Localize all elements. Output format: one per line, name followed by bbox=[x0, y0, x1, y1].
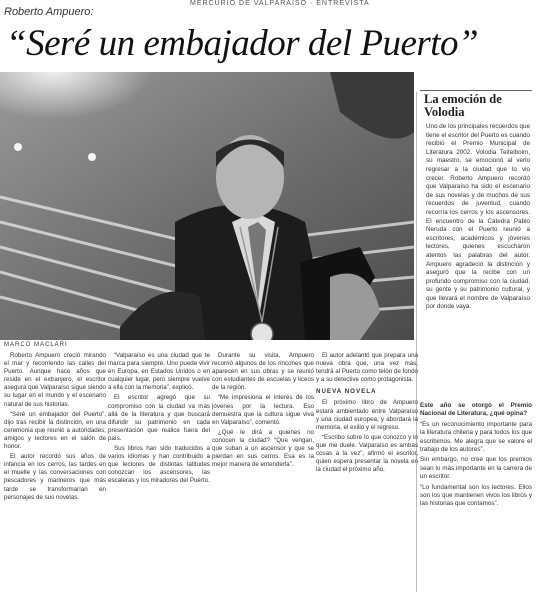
article-body bbox=[0, 352, 418, 600]
article-column-4 bbox=[316, 352, 418, 600]
paragraph: Sin embargo, no cree que los premios sean lo más importante en la carrera de un escritor. bbox=[420, 456, 532, 481]
photo-credit: MARCO MACLARI bbox=[4, 342, 68, 348]
article-column-3 bbox=[212, 352, 314, 600]
paragraph: Sus libros han sido traducidos a varios idiomas y han contribuido a que lectores de distintas latitudes conozcan los ascensores, las escaleras y los miradores del Puerto. bbox=[108, 445, 210, 485]
article-column-2 bbox=[108, 352, 210, 600]
paragraph: “Valparaíso es una ciudad que te marca para siempre. Uno puede vivir en Europa, en Estados Unidos o en cualquier lugar, pero siempre vuelve a ella con la memoria”, explicó. bbox=[108, 352, 210, 392]
article-headline: “Seré un embajador del Puerto” bbox=[6, 23, 479, 64]
portrait-photo-illustration bbox=[0, 72, 414, 340]
paragraph: “Lo fundamental son los lectores. Ellos son los que mantienen vivos los libros y las historias que contamos”. bbox=[420, 483, 532, 508]
paragraph: El autor adelantó que prepara una nueva obra que, una vez más, tendrá al Puerto como telón de fondo y a su detective como protagonista. bbox=[316, 352, 418, 384]
section-subhead: NUEVA NOVELA bbox=[316, 388, 377, 396]
sidebar-title: La emoción de Volodia bbox=[424, 92, 502, 119]
paragraph: El escritor agregó que su compromiso con la ciudad va más allá de la literatura y que buscará difundir su patrimonio en cada presentación que realice fuera del país. bbox=[108, 394, 210, 442]
paragraph: “Me impresiona el interés de los jóvenes por la lectura. Eso demuestra que la cultura sigue viva en Valparaíso”, comentó. bbox=[212, 394, 314, 426]
sidebar-text: Uno de los principales recuerdos que tiene el escritor del Puerto es cuando recibió el Premio Municipal de Literatura 2002. Volodia Teitelboim, su maestro, se emocionó al verlo regresar a la ciudad que lo vio crecer. Roberto Ampuero recordó que Valparaíso ha sido el escenario de sus novelas y de muchos de sus recuerdos de juventud, cuando recorría los cerros y los ascensores. El encuentro de la Cátedra Pablo Neruda con el Puerto reunió a escritores, académicos y jóvenes lectores, quienes escucharon atentos las palabras del autor. Ampuero agradeció la distinción y aseguró que la recibe con un profundo compromiso con la ciudad, su gente y su patrimonio cultural, y que llevará el nombre de Valparaíso por donde vaya. bbox=[426, 123, 530, 311]
page-folio: MERCURIO DE VALPARAISO · ENTREVISTA bbox=[190, 0, 370, 6]
paragraph: ¿Qué le dirá a quienes no conocen la ciudad? “Que vengan, que suban a un ascensor y que se pierdan en sus cerros. Esa es la mejor manera de entenderla”. bbox=[212, 428, 314, 469]
article-column-right bbox=[420, 402, 532, 598]
paragraph: “Seré un embajador del Puerto”, dijo tras recibir la distinción, en una ceremonia que reunió a autoridades, amigos y lectores en el salón de honor. bbox=[4, 410, 106, 451]
article-kicker: Roberto Ampuero: bbox=[4, 6, 94, 18]
paragraph: El próximo libro de Ampuero estará ambientado entre Valparaíso y una ciudad europea, y abordará la memoria, el exilio y el regreso. bbox=[316, 399, 418, 431]
paragraph: “Es un reconocimiento importante para la literatura chilena y para todos los que escribimos. Me alegra que se valore el trabajo de los autores”. bbox=[420, 420, 532, 454]
paragraph: Durante su visita, Ampuero recorrió algunos de los rincones que aparecen en sus obras y se reunió con estudiantes de escuelas y liceos de la región. bbox=[212, 352, 314, 392]
paragraph: “Escribo sobre lo que conozco y lo que me duele. Valparaíso es ambas cosas a la vez”, afirmó el escritor, quien espera presentar la novela en la ciudad el próximo año. bbox=[316, 433, 418, 474]
portrait-photo bbox=[0, 72, 414, 340]
paragraph: Roberto Ampuero creció mirando el mar y recorriendo las calles del Puerto. Aunque hace años que reside en el extranjero, el escritor asegura que Valparaíso sigue siendo su lugar en el mundo y el escenario natural de sus historias. bbox=[4, 352, 106, 408]
sidebar-box bbox=[420, 90, 532, 391]
paragraph: El autor recordó sus años de infancia en los cerros, las tardes en el muelle y las conversaciones con pescadores y marineros que más tarde se transformarían en personajes de sus novelas. bbox=[4, 453, 106, 501]
article-column-1 bbox=[4, 352, 106, 600]
interview-question: Este año se otorgó el Premio Nacional de Literatura, ¿qué opina? bbox=[420, 402, 532, 418]
